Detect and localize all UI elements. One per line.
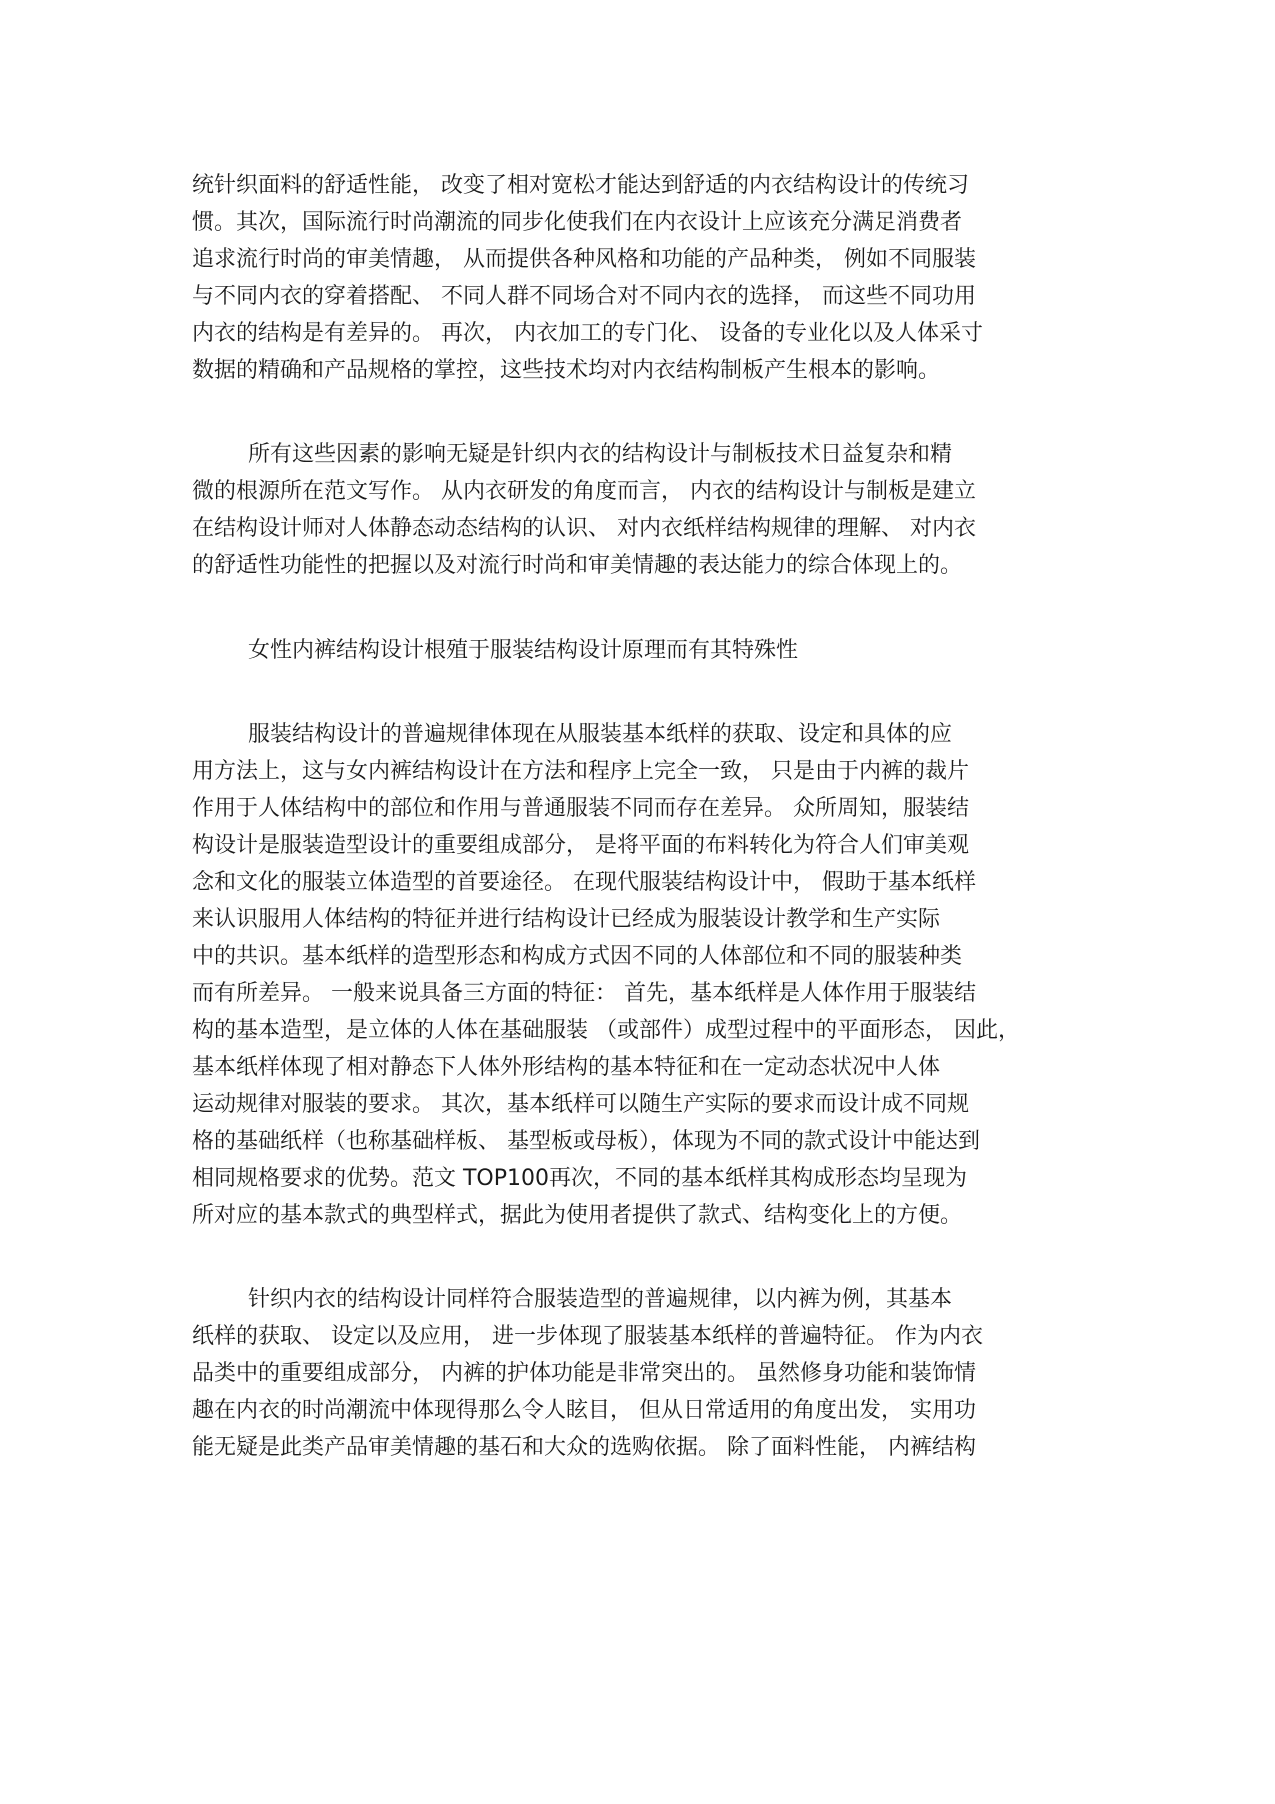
paragraph-3-line-1: 服装结构设计的普遍规律体现在从服装基本纸样的获取、设定和具体的应 (248, 722, 953, 747)
paragraph-1-line-6: 数据的精确和产品规格的掌控，这些技术均对内衣结构制板产生根本的影响。 (192, 358, 941, 383)
paragraph-3-line-4: 构设计是服装造型设计的重要组成部分， 是将平面的布料转化为符合人们审美观 (192, 833, 969, 858)
paragraph-4-line-1: 针织内衣的结构设计同样符合服装造型的普遍规律，以内裤为例，其基本 (248, 1287, 953, 1312)
paragraph-3-line-14: 所对应的基本款式的典型样式，据此为使用者提供了款式、结构变化上的方便。 (192, 1203, 963, 1228)
paragraph-4-line-4: 趣在内衣的时尚潮流中体现得那么令人眩目， 但从日常适用的角度出发， 实用功 (192, 1398, 976, 1423)
section-heading: 女性内裤结构设计根殖于服装结构设计原理而有其特殊性 (248, 638, 799, 663)
paragraph-1-line-2: 惯。其次，国际流行时尚潮流的同步化使我们在内衣设计上应该充分满足消费者 (192, 210, 963, 235)
paragraph-3-line-3: 作用于人体结构中的部位和作用与普通服装不同而存在差异。 众所周知，服装结 (192, 796, 969, 821)
paragraph-3-line-2: 用方法上，这与女内裤结构设计在方法和程序上完全一致， 只是由于内裤的裁片 (192, 759, 969, 784)
paragraph-2-line-2: 微的根源所在范文写作。 从内衣研发的角度而言， 内衣的结构设计与制板是建立 (192, 479, 976, 504)
paragraph-4-line-3: 品类中的重要组成部分， 内裤的护体功能是非常突出的。 虽然修身功能和装饰情 (192, 1361, 976, 1386)
paragraph-3-line-12: 格的基础纸样（也称基础样板、 基型板或母板），体现为不同的款式设计中能达到 (192, 1129, 980, 1154)
paragraph-2-line-1: 所有这些因素的影响无疑是针织内衣的结构设计与制板技术日益复杂和精 (248, 442, 953, 467)
paragraph-3-line-10: 基本纸样体现了相对静态下人体外形结构的基本特征和在一定动态状况中人体 (192, 1055, 941, 1080)
paragraph-3-line-8: 而有所差异。 一般来说具备三方面的特征： 首先，基本纸样是人体作用于服装结 (192, 981, 976, 1006)
paragraph-1-line-3: 追求流行时尚的审美情趣， 从而提供各种风格和功能的产品种类， 例如不同服装 (192, 247, 976, 272)
paragraph-3-line-6: 来认识服用人体结构的特征并进行结构设计已经成为服装设计教学和生产实际 (192, 907, 941, 932)
paragraph-4-line-2: 纸样的获取、 设定以及应用， 进一步体现了服装基本纸样的普遍特征。 作为内衣 (192, 1324, 983, 1349)
paragraph-3-line-7: 中的共识。基本纸样的造型形态和构成方式因不同的人体部位和不同的服装种类 (192, 944, 963, 969)
paragraph-2-line-4: 的舒适性功能性的把握以及对流行时尚和审美情趣的表达能力的综合体现上的。 (192, 553, 963, 578)
paragraph-3-line-5: 念和文化的服装立体造型的首要途径。 在现代服装结构设计中， 假助于基本纸样 (192, 870, 976, 895)
paragraph-2-line-3: 在结构设计师对人体静态动态结构的认识、 对内衣纸样结构规律的理解、 对内衣 (192, 516, 976, 541)
paragraph-1-line-5: 内衣的结构是有差异的。 再次， 内衣加工的专门化、 设备的专业化以及人体采寸 (192, 321, 983, 346)
paragraph-4-line-5: 能无疑是此类产品审美情趣的基石和大众的选购依据。 除了面料性能， 内裤结构 (192, 1435, 976, 1460)
paragraph-1-line-4: 与不同内衣的穿着搭配、 不同人群不同场合对不同内衣的选择， 而这些不同功用 (192, 284, 976, 309)
paragraph-3-line-11: 运动规律对服装的要求。 其次，基本纸样可以随生产实际的要求而设计成不同规 (192, 1092, 969, 1117)
paragraph-1-line-1: 统针织面料的舒适性能， 改变了相对宽松才能达到舒适的内衣结构设计的传统习 (192, 173, 969, 198)
paragraph-3-line-9: 构的基本造型，是立体的人体在基础服装 （或部件）成型过程中的平面形态， 因此， (192, 1018, 1020, 1043)
paragraph-3-line-13: 相同规格要求的优势。范文 TOP100再次，不同的基本纸样其构成形态均呈现为 (192, 1166, 968, 1191)
